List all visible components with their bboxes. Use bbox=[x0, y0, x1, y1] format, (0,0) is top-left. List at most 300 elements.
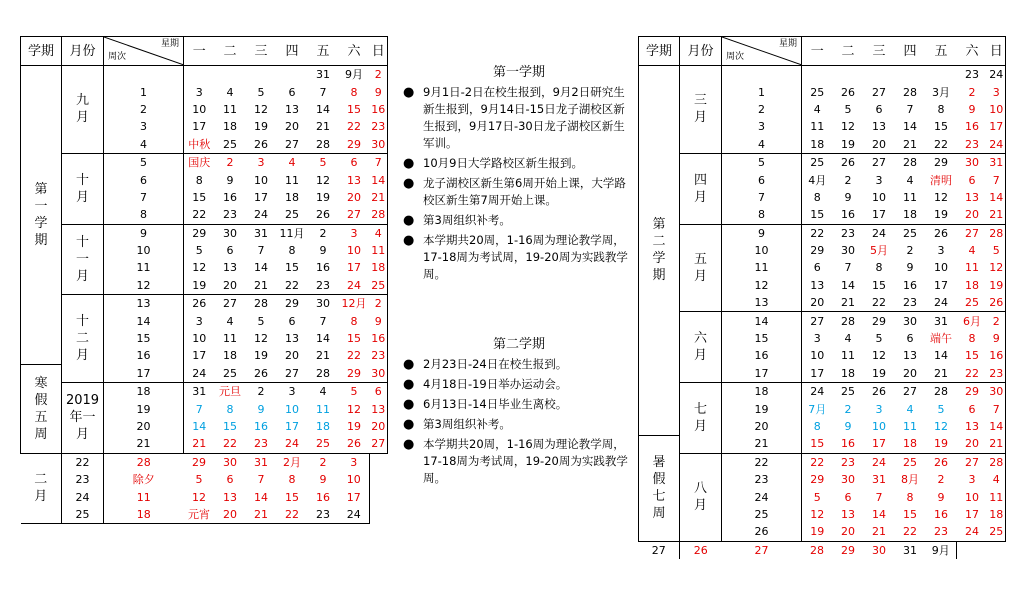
date-cell: 9 bbox=[370, 83, 388, 100]
date-cell: 16 bbox=[934, 507, 948, 521]
date-cell: 7 bbox=[844, 261, 852, 275]
week-number: 2 bbox=[722, 101, 802, 118]
date-cell: 28 bbox=[254, 297, 268, 311]
date-cell: 4 bbox=[813, 102, 821, 116]
date-cell: 31 bbox=[988, 153, 1006, 171]
date-cell: 15 bbox=[223, 420, 237, 433]
date-cell: 17 bbox=[864, 435, 895, 453]
date-cell: 8 bbox=[875, 261, 883, 275]
date-cell: 24 bbox=[988, 136, 1006, 154]
date-cell: 26 bbox=[988, 294, 1006, 312]
month-label: 十一月 bbox=[75, 234, 89, 284]
date-cell: 24 bbox=[957, 523, 988, 541]
note-text: 9月1日-2日在校生报到，9月2日研究生新生报到，9月14日-15日龙子湖校区新生报到，9月17日-30日龙子湖校区新生军训。 bbox=[423, 85, 625, 150]
date-cell: 19 bbox=[316, 190, 330, 204]
week-number: 1 bbox=[104, 83, 184, 100]
month-label: 七月 bbox=[693, 401, 707, 434]
date-cell: 4 bbox=[288, 156, 296, 170]
date-cell: 30 bbox=[316, 297, 330, 311]
date-cell: 13 bbox=[285, 332, 299, 346]
date-cell: 2 bbox=[968, 85, 976, 99]
day-header: 三 bbox=[246, 37, 277, 66]
date-cell: 21 bbox=[833, 294, 864, 312]
date-cell: 2 bbox=[319, 226, 327, 240]
date-cell: 6 bbox=[813, 261, 821, 275]
date-cell: 4 bbox=[370, 224, 388, 242]
date-cell: 16 bbox=[833, 206, 864, 224]
date-cell: 24 bbox=[988, 66, 1006, 84]
date-cell: 8 bbox=[288, 473, 296, 487]
date-cell: 27 bbox=[903, 385, 917, 399]
date-cell: 17 bbox=[339, 488, 370, 505]
day-header: 五 bbox=[926, 37, 957, 66]
month-label: 2019年一月 bbox=[65, 393, 100, 443]
date-cell: 21 bbox=[316, 120, 330, 134]
date-cell: 10 bbox=[988, 101, 1006, 118]
week-label: 周次 bbox=[108, 52, 127, 62]
date-cell: 12 bbox=[872, 349, 886, 363]
date-cell: 16 bbox=[903, 278, 917, 292]
date-cell: 24 bbox=[872, 226, 886, 240]
week-number: 21 bbox=[104, 435, 184, 453]
date-cell: 16 bbox=[254, 420, 268, 433]
date-cell: 6 bbox=[968, 402, 976, 416]
date-cell: 9 bbox=[257, 402, 265, 416]
date-cell: 5 bbox=[257, 314, 265, 328]
date-cell: 13 bbox=[223, 490, 237, 504]
week-number: 19 bbox=[722, 400, 802, 417]
date-cell: 11 bbox=[316, 402, 330, 416]
date-cell: 26 bbox=[934, 226, 948, 240]
date-cell: 9 bbox=[844, 190, 852, 204]
date-cell: 9 bbox=[319, 473, 327, 487]
date-cell: 25 bbox=[903, 455, 917, 469]
month-label: 八月 bbox=[693, 481, 707, 514]
date-cell: 30 bbox=[841, 244, 855, 258]
date-cell: 28 bbox=[988, 453, 1006, 471]
date-cell: 11 bbox=[223, 332, 237, 346]
date-cell: 22 bbox=[810, 455, 825, 469]
date-cell bbox=[215, 66, 246, 84]
date-cell: 15 bbox=[285, 490, 299, 504]
date-cell: 27 bbox=[277, 365, 308, 383]
date-cell: 25 bbox=[903, 226, 917, 240]
date-cell: 23 bbox=[841, 455, 855, 469]
date-cell: 23 bbox=[988, 365, 1006, 383]
date-cell: 20 bbox=[957, 435, 988, 453]
date-cell: 7 bbox=[988, 400, 1006, 417]
date-cell: 21 bbox=[988, 435, 1006, 453]
date-cell: 21 bbox=[370, 189, 388, 206]
week-number: 3 bbox=[104, 118, 184, 135]
week-row bbox=[21, 453, 388, 471]
date-cell: 20 bbox=[285, 120, 299, 134]
date-cell: 23 bbox=[841, 226, 855, 240]
date-cell: 18 bbox=[285, 190, 299, 204]
date-cell: 8 bbox=[813, 420, 821, 433]
date-cell: 25 bbox=[370, 277, 388, 295]
term-label: 寒假五周 bbox=[34, 375, 48, 442]
week-number: 27 bbox=[639, 541, 680, 559]
date-cell: 6 bbox=[350, 156, 358, 170]
week-number: 25 bbox=[62, 506, 104, 524]
date-cell: 8 bbox=[968, 332, 976, 346]
date-cell: 2 bbox=[319, 455, 327, 469]
note-text: 10月9日大学路校区新生报到。 bbox=[423, 156, 583, 170]
date-cell: 13 bbox=[347, 173, 361, 187]
date-cell: 12 bbox=[988, 259, 1006, 276]
week-number: 5 bbox=[722, 153, 802, 171]
date-cell: 30 bbox=[370, 136, 388, 154]
date-cell: 23 bbox=[957, 136, 988, 154]
date-cell: 7月 bbox=[808, 402, 827, 416]
date-cell: 17 bbox=[988, 118, 1006, 135]
date-cell: 2 bbox=[906, 244, 914, 258]
week-number: 6 bbox=[104, 171, 184, 188]
term-header: 学期 bbox=[639, 37, 680, 66]
note-item bbox=[403, 376, 635, 393]
date-cell: 3 bbox=[968, 473, 976, 487]
date-cell: 26 bbox=[693, 543, 708, 557]
date-cell: 16 bbox=[370, 101, 388, 118]
date-cell: 24 bbox=[810, 385, 825, 399]
date-cell: 除夕 bbox=[132, 473, 155, 487]
date-cell: 19 bbox=[254, 120, 268, 134]
week-number: 13 bbox=[722, 294, 802, 312]
week-row bbox=[639, 383, 1006, 401]
date-cell: 11 bbox=[965, 261, 979, 275]
date-cell: 9 bbox=[226, 173, 234, 187]
date-cell: 16 bbox=[988, 347, 1006, 364]
date-cell: 5 bbox=[844, 102, 852, 116]
date-cell: 12 bbox=[254, 332, 268, 346]
date-cell: 26 bbox=[308, 206, 339, 224]
date-cell: 24 bbox=[339, 277, 370, 295]
term-header: 学期 bbox=[21, 37, 62, 66]
date-cell: 4 bbox=[906, 173, 914, 187]
month-label: 九月 bbox=[75, 93, 89, 126]
date-cell: 28 bbox=[308, 365, 339, 383]
date-cell: 12 bbox=[316, 173, 330, 187]
date-cell: 国庆 bbox=[188, 156, 211, 170]
date-cell bbox=[926, 66, 957, 84]
date-cell: 3 bbox=[988, 83, 1006, 100]
term-cell bbox=[639, 435, 680, 541]
date-cell: 25 bbox=[215, 136, 246, 154]
week-number bbox=[722, 66, 802, 84]
date-cell: 6 bbox=[226, 473, 234, 487]
date-cell: 13 bbox=[285, 102, 299, 116]
date-cell: 2 bbox=[257, 385, 265, 399]
date-cell: 30 bbox=[872, 543, 886, 557]
date-cell: 20 bbox=[833, 523, 864, 541]
date-cell bbox=[864, 66, 895, 84]
date-cell: 31 bbox=[254, 226, 268, 240]
date-cell: 2 bbox=[844, 402, 852, 416]
date-cell: 10 bbox=[192, 102, 207, 116]
date-cell: 25 bbox=[215, 365, 246, 383]
date-cell: 16 bbox=[833, 435, 864, 453]
date-cell: 13 bbox=[223, 261, 237, 275]
bullet-icon: ● bbox=[403, 437, 415, 452]
date-cell: 4 bbox=[844, 332, 852, 346]
date-cell: 14 bbox=[988, 418, 1006, 435]
date-cell: 17 bbox=[192, 349, 207, 363]
date-cell: 18 bbox=[104, 506, 184, 524]
date-cell: 25 bbox=[810, 156, 825, 170]
date-cell: 29 bbox=[841, 543, 855, 557]
date-cell: 29 bbox=[965, 385, 979, 399]
day-header: 六 bbox=[339, 37, 370, 66]
month-cell bbox=[62, 295, 104, 383]
date-cell: 19 bbox=[347, 420, 361, 433]
date-cell: 15 bbox=[347, 332, 361, 346]
month-label: 四月 bbox=[693, 172, 707, 205]
date-cell: 2 bbox=[988, 312, 1006, 330]
month-label: 六月 bbox=[693, 331, 707, 364]
day-header: 二 bbox=[833, 37, 864, 66]
date-cell: 3 bbox=[813, 332, 821, 346]
date-cell: 14 bbox=[370, 171, 388, 188]
week-row bbox=[21, 488, 388, 505]
month-cell bbox=[680, 453, 722, 541]
week-number: 9 bbox=[104, 224, 184, 242]
date-cell: 22 bbox=[347, 120, 361, 134]
date-cell: 16 bbox=[316, 490, 330, 504]
date-cell: 26 bbox=[841, 156, 855, 170]
date-cell: 17 bbox=[802, 365, 833, 383]
week-number: 2 bbox=[104, 101, 184, 118]
date-cell: 10 bbox=[254, 173, 268, 187]
date-cell: 18 bbox=[965, 278, 979, 292]
date-cell: 16 bbox=[965, 120, 979, 134]
date-cell: 20 bbox=[347, 190, 361, 204]
date-cell: 11 bbox=[223, 102, 237, 116]
day-header: 一 bbox=[802, 37, 833, 66]
date-cell: 24 bbox=[339, 506, 370, 524]
date-cell: 10 bbox=[192, 332, 207, 346]
week-number: 7 bbox=[104, 189, 184, 206]
date-cell: 14 bbox=[872, 507, 886, 521]
date-cell: 7 bbox=[370, 153, 388, 171]
date-cell: 27 bbox=[223, 297, 237, 311]
date-cell: 23 bbox=[370, 118, 388, 135]
date-cell: 20 bbox=[864, 136, 895, 154]
date-cell: 5 bbox=[813, 490, 821, 504]
date-cell: 7 bbox=[257, 244, 265, 258]
date-cell: 3 bbox=[875, 402, 883, 416]
date-cell: 23 bbox=[215, 206, 246, 224]
date-cell: 26 bbox=[872, 385, 886, 399]
date-cell: 10 bbox=[285, 402, 299, 416]
date-cell: 6 bbox=[226, 244, 234, 258]
date-cell: 22 bbox=[810, 226, 825, 240]
date-cell: 17 bbox=[965, 507, 979, 521]
date-cell: 8 bbox=[195, 173, 203, 187]
date-cell: 13 bbox=[903, 349, 917, 363]
date-cell: 13 bbox=[841, 507, 855, 521]
bullet-icon: ● bbox=[403, 417, 415, 432]
note-text: 龙子湖校区新生第6周开始上课，大学路校区新生第7周开始上课。 bbox=[423, 176, 626, 207]
date-cell: 9 bbox=[906, 261, 914, 275]
date-cell: 11 bbox=[136, 490, 151, 504]
date-cell: 13 bbox=[965, 190, 979, 204]
date-cell: 8 bbox=[813, 190, 821, 204]
date-cell: 23 bbox=[308, 277, 339, 295]
day-header: 日 bbox=[988, 37, 1006, 66]
date-cell: 22 bbox=[215, 435, 246, 453]
date-cell: 19 bbox=[926, 206, 957, 224]
date-cell: 25 bbox=[277, 206, 308, 224]
date-cell: 31 bbox=[192, 385, 207, 399]
date-cell: 19 bbox=[254, 349, 268, 363]
note-item bbox=[403, 396, 635, 413]
date-cell: 27 bbox=[872, 85, 886, 99]
date-cell: 2 bbox=[844, 173, 852, 187]
date-cell: 11 bbox=[903, 190, 917, 204]
date-cell: 30 bbox=[370, 365, 388, 383]
first-term-notes-title: 第一学期 bbox=[492, 65, 545, 80]
day-header: 六 bbox=[957, 37, 988, 66]
note-text: 第3周组织补考。 bbox=[423, 417, 511, 431]
date-cell: 11 bbox=[988, 488, 1006, 505]
date-cell: 6 bbox=[844, 490, 852, 504]
date-cell: 27 bbox=[810, 314, 825, 328]
date-cell: 23 bbox=[895, 294, 926, 312]
week-number: 17 bbox=[104, 365, 184, 383]
date-cell: 2 bbox=[937, 473, 945, 487]
term-label: 第二学期 bbox=[652, 217, 666, 284]
date-cell: 16 bbox=[370, 330, 388, 347]
date-cell: 29 bbox=[192, 455, 206, 469]
date-cell: 10 bbox=[965, 490, 979, 504]
bullet-icon: ● bbox=[403, 233, 415, 248]
date-cell: 6 bbox=[906, 332, 914, 346]
month-cell bbox=[680, 66, 722, 154]
date-cell: 17 bbox=[864, 206, 895, 224]
date-cell: 13 bbox=[872, 120, 886, 134]
date-cell: 9月 bbox=[345, 68, 363, 82]
date-cell: 8 bbox=[350, 314, 358, 328]
date-cell: 4 bbox=[226, 314, 234, 328]
week-row bbox=[21, 153, 388, 171]
week-row bbox=[21, 66, 388, 84]
note-item bbox=[403, 232, 635, 283]
date-cell: 11 bbox=[810, 120, 825, 134]
week-row bbox=[639, 541, 1006, 559]
date-cell: 13 bbox=[370, 400, 388, 417]
date-cell: 6月 bbox=[963, 314, 981, 328]
week-number: 15 bbox=[722, 330, 802, 347]
bullet-icon: ● bbox=[403, 176, 415, 191]
date-cell: 9 bbox=[844, 420, 852, 433]
bullet-icon: ● bbox=[403, 85, 415, 100]
date-cell: 17 bbox=[192, 120, 207, 134]
date-cell: 7 bbox=[875, 490, 883, 504]
date-cell: 5 bbox=[350, 385, 358, 399]
date-cell: 14 bbox=[254, 490, 268, 504]
date-cell: 7 bbox=[319, 85, 327, 99]
date-cell: 27 bbox=[965, 455, 979, 469]
date-cell: 31 bbox=[316, 68, 330, 82]
week-row bbox=[21, 295, 388, 313]
term-label: 暑假七周 bbox=[652, 455, 666, 522]
week-number: 6 bbox=[722, 171, 802, 188]
date-cell bbox=[184, 66, 215, 84]
date-cell: 22 bbox=[347, 349, 361, 363]
date-cell: 中秋 bbox=[184, 136, 215, 154]
date-cell: 19 bbox=[802, 523, 833, 541]
date-cell: 20 bbox=[957, 206, 988, 224]
date-cell: 10 bbox=[347, 244, 361, 258]
date-cell: 21 bbox=[184, 435, 215, 453]
header-row bbox=[21, 37, 388, 66]
date-cell: 26 bbox=[934, 455, 948, 469]
date-cell: 2 bbox=[370, 295, 388, 313]
date-cell: 12 bbox=[192, 261, 207, 275]
date-cell: 17 bbox=[254, 190, 268, 204]
date-cell: 5 bbox=[195, 473, 203, 487]
date-cell: 28 bbox=[841, 314, 855, 328]
week-number: 8 bbox=[722, 206, 802, 224]
bullet-icon: ● bbox=[403, 357, 415, 372]
date-cell: 23 bbox=[965, 68, 979, 82]
date-cell: 26 bbox=[246, 365, 277, 383]
date-cell: 8 bbox=[906, 490, 914, 504]
date-cell bbox=[802, 66, 833, 84]
date-cell: 18 bbox=[802, 136, 833, 154]
week-row bbox=[639, 66, 1006, 84]
week-number: 4 bbox=[722, 136, 802, 154]
date-cell: 28 bbox=[934, 385, 948, 399]
month-cell bbox=[62, 383, 104, 454]
date-cell: 30 bbox=[965, 156, 979, 170]
day-header: 五 bbox=[308, 37, 339, 66]
date-cell: 5 bbox=[319, 156, 327, 170]
note-text: 本学期共20周，1-16周为理论教学周，17-18周为考试周，19-20周为实践教学周。 bbox=[423, 437, 628, 485]
date-cell: 6 bbox=[288, 85, 296, 99]
date-cell: 17 bbox=[934, 278, 948, 292]
date-cell: 元旦 bbox=[219, 385, 241, 399]
note-text: 6月13日-14日毕业生离校。 bbox=[423, 397, 568, 411]
date-cell: 8 bbox=[226, 402, 234, 416]
date-cell: 27 bbox=[965, 226, 979, 240]
date-cell: 7 bbox=[319, 314, 327, 328]
date-cell: 29 bbox=[339, 365, 370, 383]
date-cell: 28 bbox=[903, 156, 917, 170]
date-cell: 22 bbox=[926, 136, 957, 154]
date-cell: 15 bbox=[802, 435, 833, 453]
date-cell: 3 bbox=[937, 244, 945, 258]
month-cell bbox=[680, 383, 722, 454]
date-cell: 12 bbox=[934, 420, 948, 433]
week-number: 15 bbox=[104, 330, 184, 347]
week-number: 12 bbox=[722, 277, 802, 294]
date-cell: 10 bbox=[339, 471, 370, 488]
date-cell: 24 bbox=[872, 455, 886, 469]
date-cell: 11 bbox=[841, 349, 855, 363]
date-cell: 18 bbox=[988, 506, 1006, 523]
second-term-calendar bbox=[638, 36, 1006, 559]
first-term-notes-list bbox=[403, 84, 635, 283]
week-number: 25 bbox=[722, 506, 802, 523]
date-cell bbox=[246, 66, 277, 84]
date-cell: 5 bbox=[875, 332, 883, 346]
note-item bbox=[403, 212, 635, 229]
note-text: 第3周组织补考。 bbox=[423, 213, 511, 227]
date-cell: 29 bbox=[810, 244, 825, 258]
date-cell: 7 bbox=[257, 473, 265, 487]
